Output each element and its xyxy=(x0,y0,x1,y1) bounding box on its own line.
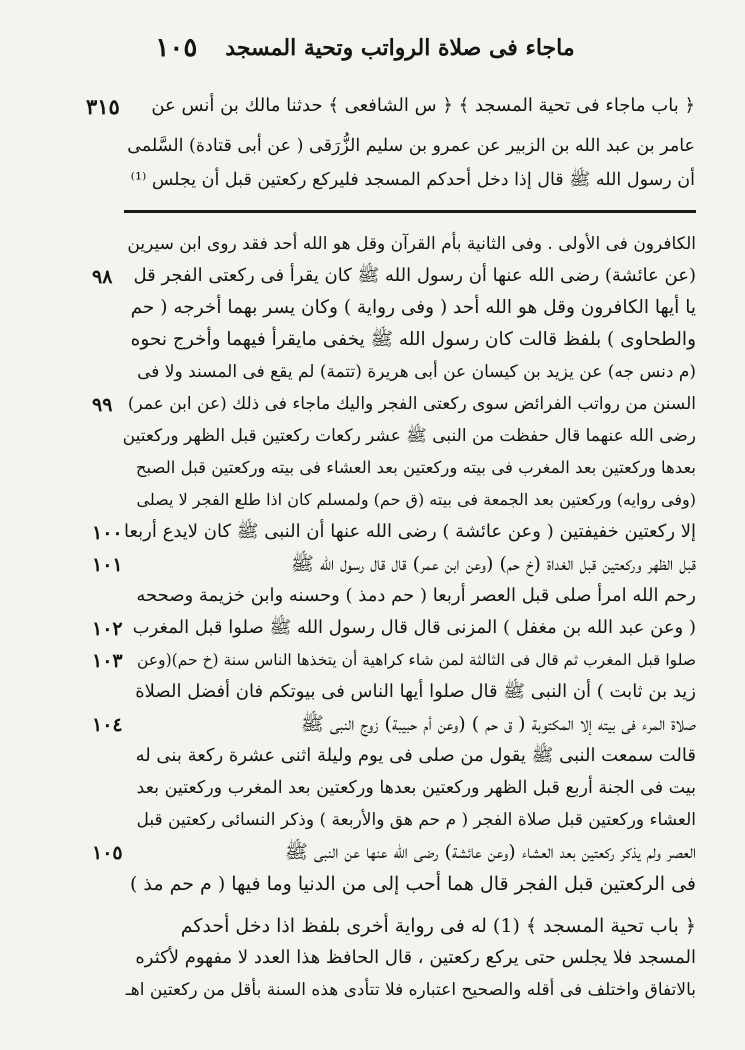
commentary-line: فى الركعتين قبل الفجر قال هما أحب إلى من الدنيا وما فيها ( م حم مذ ) xyxy=(129,873,696,895)
hadith-line: عامر بن عبد الله بن الزبير عن عمرو بن سليم الزُّرَقى ( عن أبى قتادة) السَّلمى xyxy=(127,136,695,156)
margin-number: ١٠٢ xyxy=(92,618,123,640)
footnote-line: المسجد فلا يجلس حتى يركع ركعتين ، قال الحافظ هذا العدد لا مفهوم لأكثره xyxy=(135,947,696,968)
commentary-line: قالت سمعت النبى ﷺ يقول من صلى فى يوم وليلة اثنى عشرة ركعة بنى له xyxy=(135,745,696,766)
commentary-line: يا أيها الكافرون وقل هو الله أحد ( وفى رواية ) وكان يسر بهما أخرجه ( حم xyxy=(130,297,696,318)
commentary-line: (وفى روايه) وركعتين بعد الجمعة فى بيته (ق حم) ولمسلم كان اذا طلع الفجر لا يصلى xyxy=(136,490,696,509)
margin-number: ٩٩ xyxy=(92,394,113,416)
commentary-line: بيت فى الجنة أربع قبل الظهر وركعتين بعدها وركعتين بعد المغرب وركعتين بعد xyxy=(136,778,696,798)
hadith-number: ٣١٥ xyxy=(86,94,120,119)
commentary-line: رضى الله عنهما قال حفظت من النبى ﷺ عشر ركعات ركعتين قبل الظهر وركعتين xyxy=(122,426,696,446)
margin-number: ١٠٥ xyxy=(92,842,123,864)
margin-number: ١٠٣ xyxy=(92,650,123,672)
commentary-line: العصر ولم يذكر ركعتين بعد العشاء (وعن عائشة) رضى الله عنها عن النبى ﷺ xyxy=(284,841,696,863)
commentary-line: والطحاوى ) بلفظ قالت كان رسول الله ﷺ يخفى مايقرأ فيهما وأخرج نحوه xyxy=(130,329,696,350)
commentary-line: زيد بن ثابت ) أن النبى ﷺ قال صلوا أيها الناس فى بيوتكم فان أفضل الصلاة xyxy=(135,681,696,702)
commentary-line: رحم الله امرأ صلى قبل العصر أربعا ( حم دمذ ) وحسنه وابن خزيمة وصححه xyxy=(136,585,696,606)
margin-number: ١٠١ xyxy=(92,554,123,576)
margin-number: ٩٨ xyxy=(92,266,113,288)
footnote-line: بالاتفاق واختلف فى أقله والصحيح اعتباره فلا تتأدى هذه السنة بأقل من ركعتين اهـ xyxy=(125,980,696,1000)
hadith-line: ﴿ باب ماجاء فى تحية المسجد ﴾ ﴿ س الشافعى ﴾ حدثنا مالك بن أنس عن xyxy=(151,95,695,116)
commentary-line: الكافرون فى الأولى . وفى الثانية بأم القرآن وقل هو الله أحد فقد روى ابن سيرين xyxy=(127,234,696,254)
page-header xyxy=(150,28,580,68)
footnote-line: ﴿ باب تحية المسجد ﴾ (1) له فى رواية أخرى بلفظ اذا دخل أحدكم xyxy=(180,915,696,937)
margin-number: ١٠٠ xyxy=(92,522,123,544)
commentary-line: إلا ركعتين خفيفتين ( وعن عائشة ) رضى الله عنها أن النبى ﷺ كان لايدع أربعا xyxy=(123,521,696,542)
commentary-line: العشاء وركعتين قبل صلاة الفجر ( م حم هق والأربعة ) وذكر النسائى ركعتين قبل xyxy=(136,810,696,830)
commentary-line: بعدها وركعتين بعد المغرب فى بيته وركعتين بعد العشاء فى بيته وركعتين قبل الصبح xyxy=(135,458,696,477)
commentary-line: صلوا قبل المغرب ثم قال فى الثالثة لمن شاء كراهية أن يتخذها الناس سنة (خ حم)(وعن xyxy=(137,651,696,669)
commentary-line: قبل الظهر وركعتين قبل الغداة (خ حم) (وعن ابن عمر) قال قال رسول الله ﷺ xyxy=(290,553,696,575)
commentary-line: صلاة المرء فى بيته إلا المكتوبة ( ق حم ) (وعن أم حبيبة) زوج النبى ﷺ xyxy=(300,713,696,735)
commentary-line: ( وعن عبد الله بن مغفل ) المزنى قال قال رسول الله ﷺ صلوا قبل المغرب xyxy=(132,617,696,638)
hadith-line: أن رسول الله ﷺ قال إذا دخل أحدكم المسجد فليركع ركعتين قبل أن يجلس ⁽¹⁾ xyxy=(130,170,695,190)
commentary-line: (م دنس جه) عن يزيد بن كيسان عن أبى هريرة (تتمة) لم يقع فى المسند ولا فى xyxy=(137,362,696,382)
separator-rule xyxy=(124,210,696,213)
margin-number: ١٠٤ xyxy=(92,714,123,736)
running-title: ماجاء فى صلاة الرواتب وتحية المسجد xyxy=(225,35,575,61)
page-number: ١٠٥ xyxy=(155,33,198,63)
commentary-line: السنن من رواتب الفرائض سوى ركعتى الفجر واليك ماجاء فى ذلك (عن ابن عمر) xyxy=(127,394,696,414)
commentary-line: (عن عائشة) رضى الله عنها أن رسول الله ﷺ كان يقرأ فى ركعتى الفجر قل xyxy=(133,265,696,286)
